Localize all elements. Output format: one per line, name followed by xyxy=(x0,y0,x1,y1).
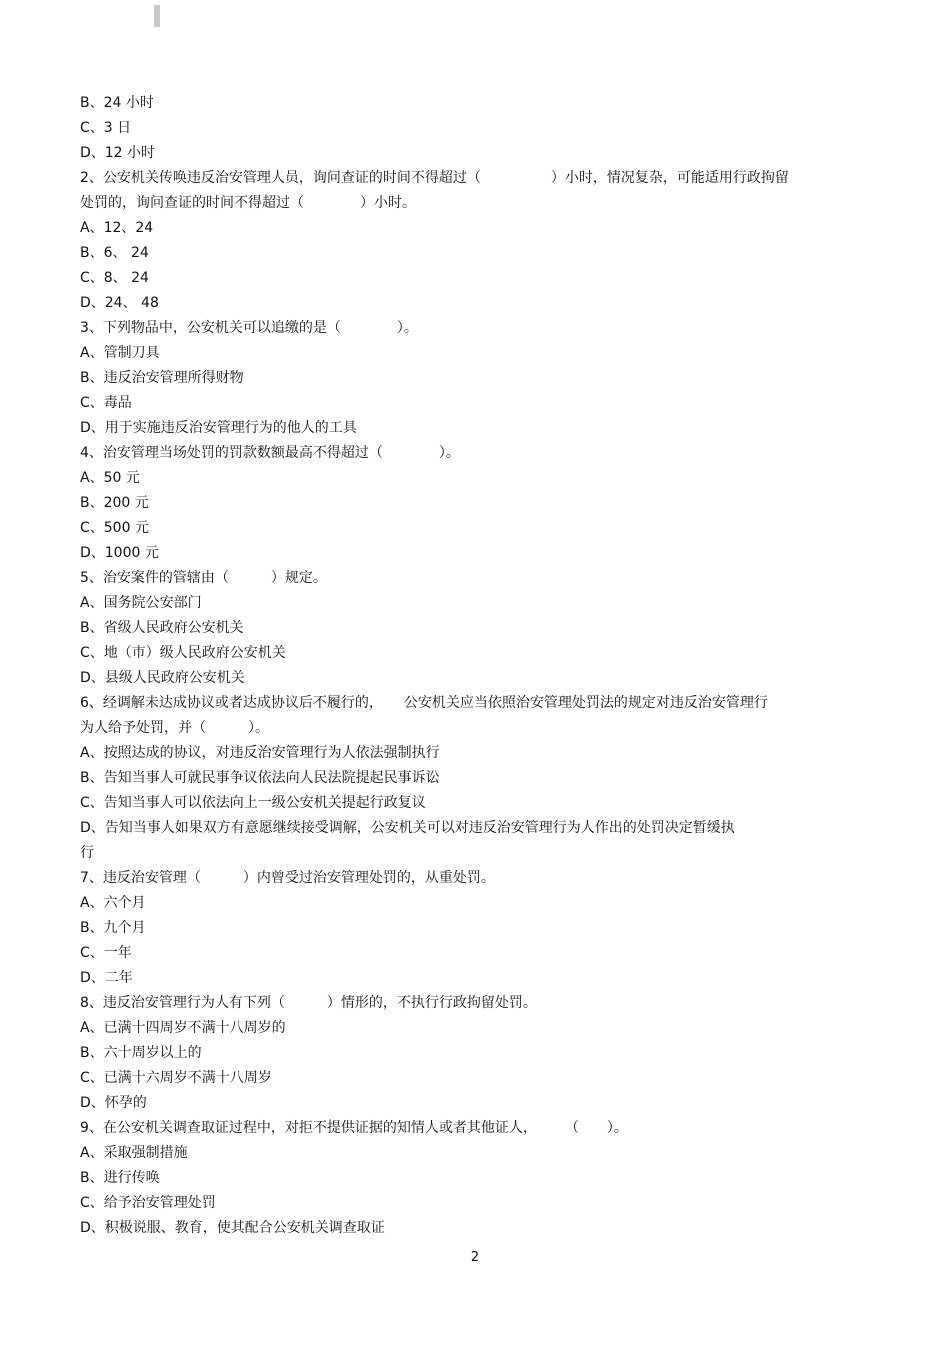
text-line: B、进行传唤 xyxy=(80,1170,160,1186)
text-line: C、毒品 xyxy=(80,395,132,411)
text-line: C、给予治安管理处罚 xyxy=(80,1195,216,1211)
text-line: 为人给予处罚，并（ ）。 xyxy=(80,720,269,736)
text-line: 处罚的，询问查证的时间不得超过（ ）小时。 xyxy=(80,195,416,211)
text-line: B、六十周岁以上的 xyxy=(80,1045,202,1061)
document-body xyxy=(80,91,850,1241)
question-2: 2、公安机关传唤违反治安管理人员，询问查证的时间不得超过（ ）小时，情况复杂，可能适用行政拘留 xyxy=(80,170,789,186)
text-line: A、50 元 xyxy=(80,470,140,486)
question-9: 9、在公安机关调查取证过程中，对拒不提供证据的知情人或者其他证人， （ ）。 xyxy=(80,1120,628,1136)
text-line: D、12 小时 xyxy=(80,145,156,161)
text-line: A、已满十四周岁不满十八周岁的 xyxy=(80,1020,286,1036)
question-8: 8、违反治安管理行为人有下列（ ）情形的，不执行行政拘留处罚。 xyxy=(80,995,537,1011)
text-line: D、二年 xyxy=(80,970,133,986)
text-line: D、24、 48 xyxy=(80,295,159,311)
text-line: C、地（市）级人民政府公安机关 xyxy=(80,645,286,661)
question-6: 6、经调解未达成协议或者达成协议后不履行的， 公安机关应当依照治安管理处罚法的规定对违反治安管理行 xyxy=(80,695,768,711)
text-line: D、告知当事人如果双方有意愿继续接受调解，公安机关可以对违反治安管理行为人作出的处罚决定暂缓执 xyxy=(80,820,735,836)
text-line: 行 xyxy=(80,845,94,861)
text-line: A、国务院公安部门 xyxy=(80,595,202,611)
text-line: B、6、 24 xyxy=(80,245,149,261)
text-line: B、违反治安管理所得财物 xyxy=(80,370,244,386)
text-line: C、500 元 xyxy=(80,520,149,536)
page-number: 2 xyxy=(470,1250,480,1265)
text-line: B、告知当事人可就民事争议依法向人民法院提起民事诉讼 xyxy=(80,770,440,786)
question-7: 7、违反治安管理（ ）内曾受过治安管理处罚的，从重处罚。 xyxy=(80,870,495,886)
scan-mark xyxy=(154,5,160,27)
text-line: C、告知当事人可以依法向上一级公安机关提起行政复议 xyxy=(80,795,426,811)
text-line: D、怀孕的 xyxy=(80,1095,147,1111)
text-line: C、3 日 xyxy=(80,120,132,136)
question-5: 5、治安案件的管辖由（ ）规定。 xyxy=(80,570,327,586)
question-4: 4、治安管理当场处罚的罚款数额最高不得超过（ ）。 xyxy=(80,445,460,461)
text-line: B、省级人民政府公安机关 xyxy=(80,620,244,636)
text-line: D、县级人民政府公安机关 xyxy=(80,670,245,686)
text-line: A、六个月 xyxy=(80,895,146,911)
text-line: A、12、24 xyxy=(80,220,154,236)
text-line: A、按照达成的协议，对违反治安管理行为人依法强制执行 xyxy=(80,745,440,761)
text-line: D、积极说服、教育，使其配合公安机关调查取证 xyxy=(80,1220,385,1236)
text-line: B、24 小时 xyxy=(80,95,154,111)
text-line: A、管制刀具 xyxy=(80,345,160,361)
text-line: C、已满十六周岁不满十八周岁 xyxy=(80,1070,272,1086)
text-line: B、九个月 xyxy=(80,920,146,936)
text-line: C、一年 xyxy=(80,945,132,961)
text-line: D、1000 元 xyxy=(80,545,159,561)
text-line: D、用于实施违反治安管理行为的他人的工具 xyxy=(80,420,357,436)
text-line: C、8、 24 xyxy=(80,270,149,286)
text-line: A、采取强制措施 xyxy=(80,1145,188,1161)
question-3: 3、下列物品中，公安机关可以追缴的是（ ）。 xyxy=(80,320,418,336)
text-line: B、200 元 xyxy=(80,495,149,511)
